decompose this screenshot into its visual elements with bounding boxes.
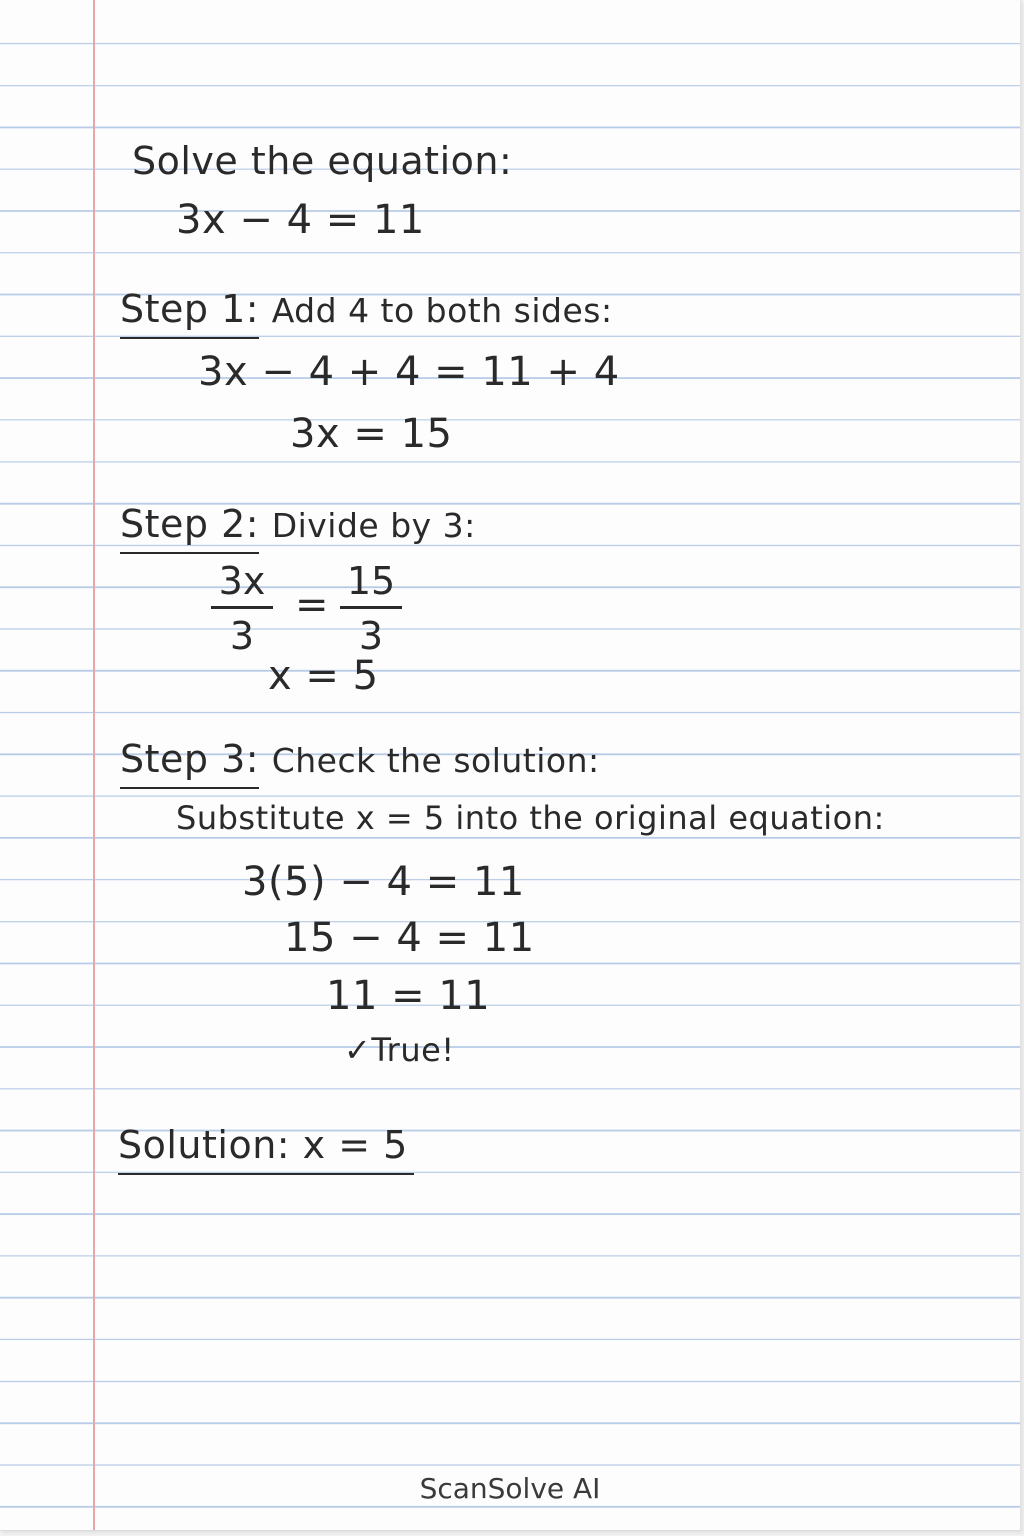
- margin-line: [93, 0, 95, 1530]
- fraction-equals: =: [295, 582, 330, 628]
- problem-equation: 3x − 4 = 11: [176, 197, 425, 243]
- step1-line2: 3x = 15: [290, 411, 453, 457]
- footer-brand: ScanSolve AI: [419, 1472, 601, 1505]
- fraction-right: [340, 559, 402, 658]
- fraction-right-numerator: 15: [346, 559, 396, 603]
- fraction-left-numerator: 3x: [218, 559, 266, 603]
- fraction-bar: [340, 606, 402, 609]
- step2-text: Divide by 3:: [271, 506, 476, 545]
- step1-text: Add 4 to both sides:: [271, 291, 613, 330]
- step3-label: Step 3:: [120, 737, 259, 789]
- solution-text: Solution: x = 5: [118, 1123, 414, 1175]
- step1-label: Step 1:: [120, 287, 259, 339]
- step3-line2: 15 − 4 = 11: [284, 915, 535, 961]
- fraction-right-denominator: 3: [358, 613, 384, 658]
- fraction-bar: [211, 606, 273, 609]
- check-true: ✓True!: [344, 1031, 455, 1069]
- step2-heading: [120, 502, 476, 546]
- step3-line1: 3(5) − 4 = 11: [242, 859, 525, 905]
- step2-result: x = 5: [268, 653, 379, 699]
- fraction-left: [211, 559, 273, 658]
- step3-line3: 11 = 11: [326, 973, 491, 1019]
- step2-label: Step 2:: [120, 502, 259, 554]
- step1-line1: 3x − 4 + 4 = 11 + 4: [198, 349, 620, 395]
- problem-label: Solve the equation:: [132, 139, 513, 183]
- fraction-left-denominator: 3: [229, 613, 255, 658]
- step3-text: Check the solution:: [271, 741, 600, 780]
- step1-heading: [120, 287, 613, 331]
- step3-heading: [120, 737, 600, 781]
- solution: [118, 1123, 414, 1167]
- step3-substitute: Substitute x = 5 into the original equation:: [176, 799, 885, 837]
